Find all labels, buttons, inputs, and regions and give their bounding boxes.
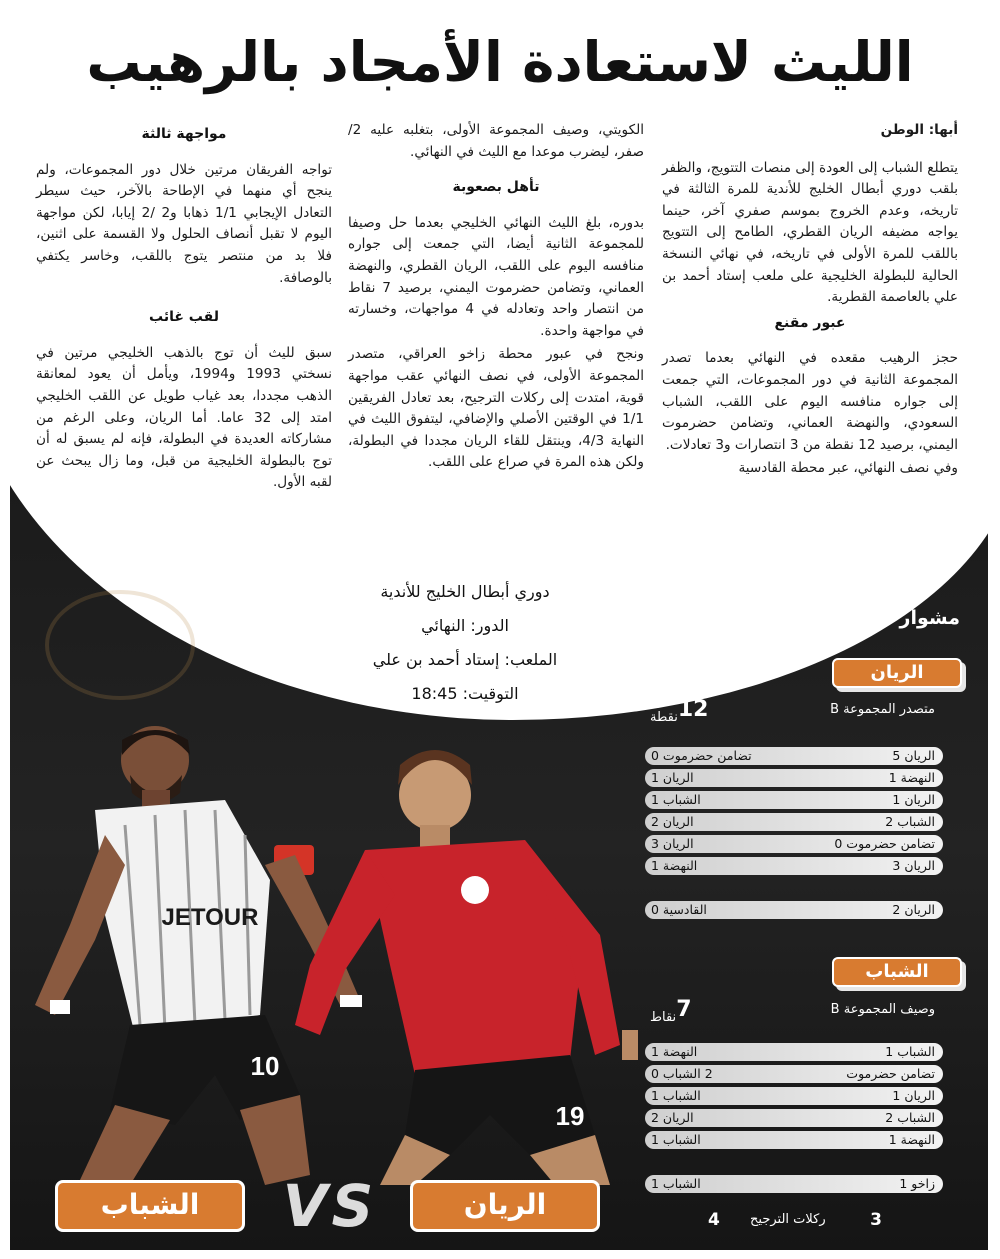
result-home: الشباب 2	[885, 1110, 935, 1125]
players-illustration	[10, 715, 650, 1185]
alshabab-results	[645, 1043, 943, 1197]
result-away: الريان 2	[651, 1110, 694, 1125]
result-row	[645, 813, 943, 831]
alshabab-points-value: 7	[676, 997, 692, 1022]
result-row	[645, 747, 943, 765]
penalties-shabab: 4	[708, 1210, 720, 1230]
result-row	[645, 1043, 943, 1061]
result-home: الشباب 2	[885, 814, 935, 829]
result-row	[645, 1131, 943, 1149]
paragraph: الكويتي، وصيف المجموعة الأولى، بتغلبه عليه 2/صفر، ليضرب موعدا مع الليث في النهائي.	[348, 122, 644, 160]
subheading: مواجهة ثالثة	[141, 126, 227, 142]
result-home: النهضة 1	[888, 770, 935, 785]
result-home: الريان 1	[892, 1088, 935, 1103]
result-home: زاخو 1	[899, 1176, 935, 1191]
result-row	[645, 835, 943, 853]
alrayyan-points-value: 12	[677, 697, 709, 722]
alrayyan-player	[295, 750, 638, 1185]
penalties-row	[700, 1208, 890, 1234]
alrayyan-points	[650, 697, 712, 727]
match-time: التوقيت: 18:45	[411, 684, 519, 703]
result-away: الشباب 1	[651, 1132, 701, 1147]
alshabab-points-label: نقاط	[650, 1010, 677, 1025]
result-home: الريان 2	[892, 902, 935, 917]
headline: الليث لاستعادة الأمجاد بالرهيب	[86, 30, 914, 94]
result-row	[645, 901, 943, 919]
match-info	[350, 575, 580, 711]
vs-mark: VS	[282, 1172, 378, 1240]
paragraph: تواجه الفريقان مرتين خلال دور المجموعات، ولم ينجح أي منهما في الإطاحة بالآخر، حيث سيطر التعادل الإيجابي 1/1 ذهابا و2 /2 إيابا، لكن مواجهة اليوم لا تقبل أنصاف الحلول ولا القسمة على اثنين، فلا بد من منتصر يتوج باللقب، وخاسر يكتفي بالوصافة.	[36, 161, 333, 286]
alshabab-plate: الشباب	[55, 1180, 245, 1232]
alshabab-summary	[645, 995, 945, 1025]
penalties-zakho: 3	[870, 1210, 882, 1230]
alshabab-points	[650, 997, 696, 1027]
article-column-right	[662, 120, 958, 482]
article-column-middle	[348, 120, 644, 476]
match-venue: الملعب: إستاد أحمد بن علي	[372, 650, 558, 669]
record-title: مشوار الفريقين	[808, 607, 960, 629]
alrayyan-summary	[645, 695, 945, 725]
paragraph: يتطلع الشباب إلى العودة إلى منصات التتويج، والظفر بلقب دوري أبطال الخليج للأندية للمرة الثالثة في تاريخه، وعدم الخروج بموسم صفري آخر، حينما يواجه مضيفه الريان القطري، الطامح إلى التتويج باللقب للمرة الأولى في تاريخه، في نهائي النسخة الحالية للبطولة الخليجية على ملعب إستاد أحمد بن علي بالعاصمة القطرية.	[662, 159, 958, 306]
result-away: 2 الشباب 0	[651, 1066, 713, 1081]
ball-watermark-icon	[45, 590, 195, 700]
alshabab-number: 10	[250, 1051, 280, 1081]
penalties-label: ركلات الترجيح	[750, 1212, 826, 1227]
alshabab-player	[35, 726, 362, 1185]
result-home: الريان 5	[892, 748, 935, 763]
alshabab-sponsor: JETOUR	[161, 904, 259, 931]
match-round: الدور: النهائي	[421, 616, 509, 635]
competition-name: دوري أبطال الخليج للأندية	[380, 582, 550, 601]
article-column-left	[36, 120, 332, 496]
paragraph: ونجح في عبور محطة زاخو العراقي، متصدر المجموعة الأولى، في نصف النهائي عقب مواجهة قوية، امتدت إلى ركلات الترجيح، بعد تعادل الفريقين 1/1 في الوقتين الأصلي والإضافي، ليتفوق الليث في النهاية 4/3، وينتقل للقاء الريان مجددا في البطولة، ولكن هذه المرة في صراع على اللقب.	[348, 346, 644, 471]
alrayyan-results	[645, 747, 943, 923]
alrayyan-rank: متصدر المجموعة B	[830, 702, 935, 717]
result-away: الريان 2	[651, 814, 694, 829]
paragraph: سبق لليث أن توج بالذهب الخليجي مرتين في نسختي 1993 و1994، ويأمل أن يعود لمعانقة الذهب مجددا، بعد غياب طويل عن اللقب الخليجي امتد إلى 32 عاما. أما الريان، وعلى الرغم من مشاركاته العديدة في البطولة، فإنه لم يسبق له أن توج بالبطولة الخليجية من قبل، وما زال يبحث عن لقبه الأول.	[36, 344, 332, 491]
alrayyan-number: 19	[555, 1101, 585, 1131]
paragraph: وفي نصف النهائي، عبر محطة القادسية	[738, 460, 958, 477]
result-row	[645, 769, 943, 787]
alrayyan-points-label: نقطة	[650, 710, 678, 725]
result-home: الريان 3	[892, 858, 935, 873]
result-away: الشباب 1	[651, 1176, 701, 1191]
subheading: لقب غائب	[149, 309, 219, 326]
result-away: النهضة 1	[651, 858, 698, 873]
subheading: تأهل بصعوبة	[452, 179, 540, 196]
alrayyan-plate: الريان	[410, 1180, 600, 1232]
result-row	[645, 791, 943, 809]
paragraph: حجز الرهيب مقعده في النهائي بعدما تصدر المجموعة الثانية في دور المجموعات، التي جمعت إلى جواره منافسه اليوم على اللقب، الشباب السعودي، والنهضة العماني، وتضامن حضرموت اليمني، برصيد 12 نقطة من 3 انتصارات و3 تعادلات.	[662, 350, 958, 453]
result-away: الشباب 1	[651, 792, 701, 807]
result-away: تضامن حضرموت 0	[651, 748, 752, 763]
result-away: الشباب 1	[651, 1088, 701, 1103]
alshabab-rank: وصيف المجموعة B	[830, 1002, 935, 1017]
result-away: النهضة 1	[651, 1044, 698, 1059]
result-home: الريان 1	[892, 792, 935, 807]
result-row	[645, 857, 943, 875]
byline: أبها: الوطن	[880, 122, 958, 138]
result-away: القادسية 0	[651, 902, 707, 917]
result-away: الريان 1	[651, 770, 694, 785]
alshabab-tab: الشباب	[832, 957, 962, 987]
result-row	[645, 1087, 943, 1105]
result-row	[645, 1175, 943, 1193]
subheading: عبور مقنع	[774, 314, 846, 331]
result-home: تضامن حضرموت	[846, 1066, 935, 1081]
result-row	[645, 1065, 943, 1083]
result-row	[645, 1109, 943, 1127]
result-home: تضامن حضرموت 0	[834, 836, 935, 851]
result-home: النهضة 1	[888, 1132, 935, 1147]
result-away: الريان 3	[651, 836, 694, 851]
paragraph: بدوره، بلغ الليث النهائي الخليجي بعدما حل وصيفا للمجموعة الثانية أيضا، التي جمعت إلى جواره منافسه اليوم على اللقب، الريان القطري، والنهضة العماني، وتضامن حضرموت اليمني، برصيد 7 نقاط من انتصار واحد وتعادله في 4 مواجهات، وخسارته في مواجهة واحدة.	[348, 214, 644, 339]
result-home: الشباب 1	[885, 1044, 935, 1059]
alrayyan-tab: الريان	[832, 658, 962, 688]
